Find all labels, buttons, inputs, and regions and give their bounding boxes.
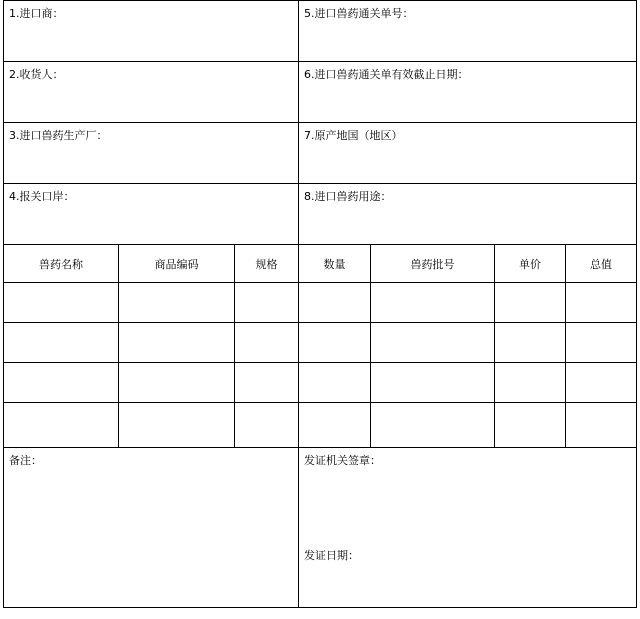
table-cell[interactable] — [235, 363, 299, 403]
table-cell[interactable] — [235, 403, 299, 448]
table-cell[interactable] — [495, 323, 566, 363]
manufacturer-label: 3.进口兽药生产厂： — [9, 129, 108, 142]
table-header-row — [4, 245, 637, 283]
header-quantity: 数量 — [299, 245, 371, 283]
issuer-seal-label: 发证机关签章： — [304, 454, 382, 467]
remarks-field[interactable] — [4, 448, 299, 608]
country-of-origin-field[interactable] — [299, 123, 637, 184]
table-cell[interactable] — [4, 323, 119, 363]
table-cell[interactable] — [495, 283, 566, 323]
header-specification: 规格 — [235, 245, 299, 283]
table-cell[interactable] — [566, 323, 637, 363]
form-table — [3, 0, 637, 608]
table-row — [4, 283, 637, 323]
table-cell[interactable] — [566, 363, 637, 403]
issuer-section[interactable] — [299, 448, 637, 608]
drug-purpose-label: 8.进口兽药用途： — [304, 190, 392, 203]
customs-clearance-number-label: 5.进口兽药通关单号： — [304, 7, 414, 20]
table-cell[interactable] — [4, 363, 119, 403]
table-cell[interactable] — [119, 363, 235, 403]
table-row — [4, 403, 637, 448]
table-cell[interactable] — [299, 323, 371, 363]
table-cell[interactable] — [371, 403, 495, 448]
table-cell[interactable] — [299, 363, 371, 403]
country-of-origin-label: 7.原产地国（地区） — [304, 129, 403, 142]
table-cell[interactable] — [119, 283, 235, 323]
issue-date-label: 发证日期： — [304, 549, 360, 562]
table-cell[interactable] — [4, 283, 119, 323]
table-cell[interactable] — [566, 283, 637, 323]
drug-purpose-field[interactable] — [299, 184, 637, 245]
customs-clearance-number-field[interactable] — [299, 1, 637, 62]
table-cell[interactable] — [235, 323, 299, 363]
header-total-value: 总值 — [566, 245, 637, 283]
import-vet-drug-form — [3, 0, 637, 608]
clearance-expiry-date-label: 6.进口兽药通关单有效截止日期： — [304, 68, 469, 81]
table-cell[interactable] — [299, 403, 371, 448]
table-cell[interactable] — [299, 283, 371, 323]
consignee-field[interactable] — [4, 62, 299, 123]
table-cell[interactable] — [235, 283, 299, 323]
importer-field[interactable] — [4, 1, 299, 62]
port-of-declaration-label: 4.报关口岸： — [9, 190, 75, 203]
header-drug-name: 兽药名称 — [4, 245, 119, 283]
remarks-label: 备注： — [9, 454, 42, 467]
table-cell[interactable] — [371, 283, 495, 323]
table-cell[interactable] — [495, 363, 566, 403]
table-cell[interactable] — [4, 403, 119, 448]
header-commodity-code: 商品编码 — [119, 245, 235, 283]
manufacturer-field[interactable] — [4, 123, 299, 184]
consignee-label: 2.收货人： — [9, 68, 64, 81]
importer-label: 1.进口商： — [9, 7, 64, 20]
table-cell[interactable] — [371, 363, 495, 403]
table-cell[interactable] — [119, 403, 235, 448]
clearance-expiry-date-field[interactable] — [299, 62, 637, 123]
header-unit-price: 单价 — [495, 245, 566, 283]
table-cell[interactable] — [119, 323, 235, 363]
header-batch-number: 兽药批号 — [371, 245, 495, 283]
table-cell[interactable] — [371, 323, 495, 363]
table-cell[interactable] — [495, 403, 566, 448]
table-row — [4, 363, 637, 403]
table-cell[interactable] — [566, 403, 637, 448]
table-row — [4, 323, 637, 363]
port-of-declaration-field[interactable] — [4, 184, 299, 245]
